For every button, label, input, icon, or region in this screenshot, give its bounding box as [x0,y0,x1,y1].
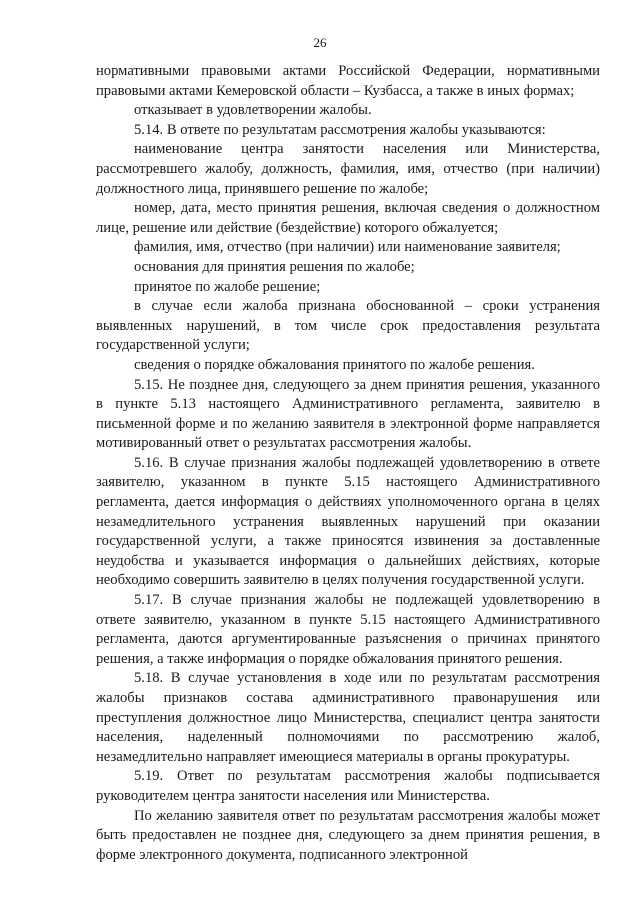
paragraph: 5.15. Не позднее дня, следующего за днем принятия решения, указанного в пункте 5.13 настоящего Административного регламента, заявителю в письменной форме и по желанию заявителя в электронной форме направляется мотивированный ответ о результатах рассмотрения жалобы. [96,376,600,452]
paragraph: 5.16. В случае признания жалобы подлежащей удовлетворению в ответе заявителю, указанном в пункте 5.15 настоящего Административного регламента, дается информация о действиях уполномоченного органа в целях незамедлительного устранения выявленных нарушений при оказании государственной услуги, а также приносятся извинения за доставленные неудобства и указывается информация о дальнейших действиях, которые необходимо совершить заявителю в целях получения государственной услуги. [96,454,600,589]
paragraph: нормативными правовыми актами Российской Федерации, нормативными правовыми актами Кемеровской области – Кузбасса, а также в иных формах; [96,63,600,99]
paragraph: 5.17. В случае признания жалобы не подлежащей удовлетворению в ответе заявителю, указанном в пункте 5.15 настоящего Административного регламента, даются аргументированные разъяснения о причинах принятого решения, а также информация о порядке обжалования принятого решения. [96,592,600,667]
paragraph: 5.18. В случае установления в ходе или по результатам рассмотрения жалобы признаков состава административного правонарушения или преступления должностное лицо Министерства, специалист центра занятости населения, наделенный полномочиями по рассмотрению жалоб, незамедлительно направляет имеющиеся материалы в органы прокуратуры. [96,670,600,765]
paragraph: наименование центра занятости населения или Министерства, рассмотревшего жалобу, должность, фамилия, имя, отчество (при наличии) должностного лица, принявшего решение по жалобе; [96,141,600,197]
paragraph: 5.14. В ответе по результатам рассмотрения жалобы указываются: [134,121,546,138]
paragraph: номер, дата, место принятия решения, включая сведения о должностном лице, решение или действие (бездействие) которого обжалуется; [96,200,600,236]
page-number: 26 [313,35,327,50]
paragraph: принятое по жалобе решение; [134,278,321,295]
paragraph: отказывает в удовлетворении жалобы. [134,102,372,119]
paragraph: сведения о порядке обжалования принятого по жалобе решения. [134,356,535,373]
paragraph: 5.19. Ответ по результатам рассмотрения жалобы подписывается руководителем центра занятости населения или Министерства. [96,768,600,804]
document-body [96,62,600,865]
paragraph: По желанию заявителя ответ по результатам рассмотрения жалобы может быть предоставлен не позднее дня, следующего за днем принятия решения, в форме электронного документа, подписанного электронной [96,807,600,863]
paragraph: основания для принятия решения по жалобе; [134,258,415,275]
paragraph: фамилия, имя, отчество (при наличии) или наименование заявителя; [134,239,561,256]
paragraph: в случае если жалоба признана обоснованной – сроки устранения выявленных нарушений, в том числе срок предоставления результата государственной услуги; [96,298,600,354]
